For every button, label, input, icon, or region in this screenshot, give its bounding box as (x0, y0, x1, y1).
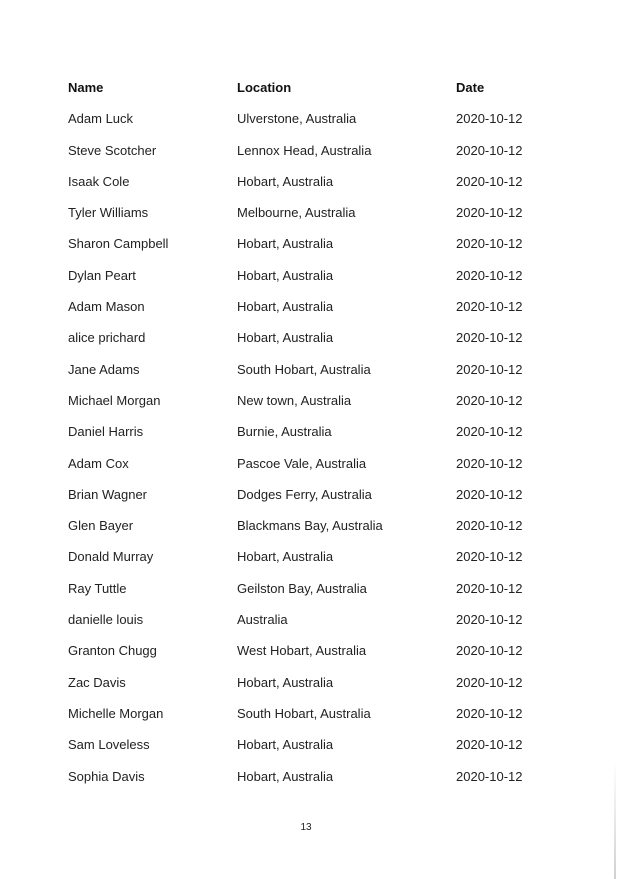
cell-location: Hobart, Australia (237, 267, 334, 283)
table-row (0, 416, 622, 447)
cell-name: Granton Chugg (68, 643, 157, 659)
cell-location: Blackmans Bay, Australia (237, 518, 383, 534)
column-header-name: Name (68, 80, 104, 95)
scan-edge-shadow (614, 760, 616, 879)
cell-location: Hobart, Australia (237, 236, 334, 252)
cell-name: Donald Murray (68, 549, 154, 565)
cell-date: 2020-10-12 (456, 236, 523, 252)
cell-name: alice prichard (68, 330, 146, 346)
cell-date: 2020-10-12 (456, 299, 523, 315)
cell-date: 2020-10-12 (456, 518, 523, 534)
cell-location: Pascoe Vale, Australia (237, 455, 367, 471)
table-row (0, 510, 622, 541)
signatures-table (0, 72, 622, 792)
cell-date: 2020-10-12 (456, 643, 523, 659)
table-row (0, 166, 622, 197)
cell-name: Adam Cox (68, 455, 129, 471)
column-header-location: Location (237, 80, 292, 95)
cell-name: danielle louis (68, 612, 144, 628)
cell-name: Michael Morgan (68, 392, 161, 408)
cell-date: 2020-10-12 (456, 205, 523, 221)
page-number: 13 (300, 822, 312, 833)
cell-name: Sophia Davis (68, 768, 145, 784)
table-header-row (0, 72, 622, 103)
cell-date: 2020-10-12 (456, 549, 523, 565)
table-row (0, 260, 622, 291)
table-row (0, 635, 622, 666)
table-row (0, 729, 622, 760)
cell-location: Hobart, Australia (237, 330, 334, 346)
cell-location: West Hobart, Australia (237, 643, 367, 659)
cell-date: 2020-10-12 (456, 612, 523, 628)
cell-date: 2020-10-12 (456, 361, 523, 377)
cell-location: Hobart, Australia (237, 549, 334, 565)
cell-location: Hobart, Australia (237, 768, 334, 784)
cell-name: Dylan Peart (68, 267, 136, 283)
cell-date: 2020-10-12 (456, 424, 523, 440)
cell-name: Daniel Harris (68, 424, 144, 440)
cell-name: Sharon Campbell (68, 236, 169, 252)
table-row (0, 103, 622, 134)
table-row (0, 385, 622, 416)
cell-name: Sam Loveless (68, 737, 150, 753)
cell-location: New town, Australia (237, 392, 352, 408)
cell-location: South Hobart, Australia (237, 361, 371, 377)
table-row (0, 197, 622, 228)
table-row (0, 479, 622, 510)
cell-date: 2020-10-12 (456, 330, 523, 346)
table-row (0, 667, 622, 698)
cell-location: Australia (237, 612, 288, 628)
cell-location: Hobart, Australia (237, 674, 334, 690)
table-row (0, 573, 622, 604)
table-row (0, 228, 622, 259)
cell-date: 2020-10-12 (456, 737, 523, 753)
cell-location: Hobart, Australia (237, 173, 334, 189)
table-body (0, 103, 622, 792)
cell-name: Michelle Morgan (68, 705, 164, 721)
cell-location: Dodges Ferry, Australia (237, 486, 372, 502)
cell-name: Zac Davis (68, 674, 126, 690)
column-header-date: Date (456, 80, 485, 95)
table-row (0, 698, 622, 729)
cell-date: 2020-10-12 (456, 580, 523, 596)
cell-date: 2020-10-12 (456, 111, 523, 127)
cell-name: Steve Scotcher (68, 142, 157, 158)
cell-location: South Hobart, Australia (237, 705, 371, 721)
cell-date: 2020-10-12 (456, 392, 523, 408)
cell-name: Isaak Cole (68, 173, 130, 189)
table-row (0, 135, 622, 166)
table-row (0, 604, 622, 635)
cell-date: 2020-10-12 (456, 173, 523, 189)
cell-location: Ulverstone, Australia (237, 111, 357, 127)
cell-name: Tyler Williams (68, 205, 149, 221)
cell-location: Hobart, Australia (237, 299, 334, 315)
cell-location: Hobart, Australia (237, 737, 334, 753)
cell-date: 2020-10-12 (456, 768, 523, 784)
cell-date: 2020-10-12 (456, 674, 523, 690)
cell-name: Jane Adams (68, 361, 140, 377)
cell-date: 2020-10-12 (456, 455, 523, 471)
cell-location: Melbourne, Australia (237, 205, 356, 221)
cell-date: 2020-10-12 (456, 486, 523, 502)
cell-name: Ray Tuttle (68, 580, 127, 596)
cell-date: 2020-10-12 (456, 705, 523, 721)
table-row (0, 448, 622, 479)
cell-name: Adam Luck (68, 111, 134, 127)
table-row (0, 354, 622, 385)
cell-name: Glen Bayer (68, 518, 134, 534)
cell-date: 2020-10-12 (456, 142, 523, 158)
cell-location: Lennox Head, Australia (237, 142, 372, 158)
table-row (0, 541, 622, 572)
cell-location: Geilston Bay, Australia (237, 580, 367, 596)
cell-name: Adam Mason (68, 299, 145, 315)
cell-location: Burnie, Australia (237, 424, 332, 440)
cell-date: 2020-10-12 (456, 267, 523, 283)
cell-name: Brian Wagner (68, 486, 147, 502)
table-row (0, 322, 622, 353)
table-row (0, 761, 622, 792)
table-row (0, 291, 622, 322)
